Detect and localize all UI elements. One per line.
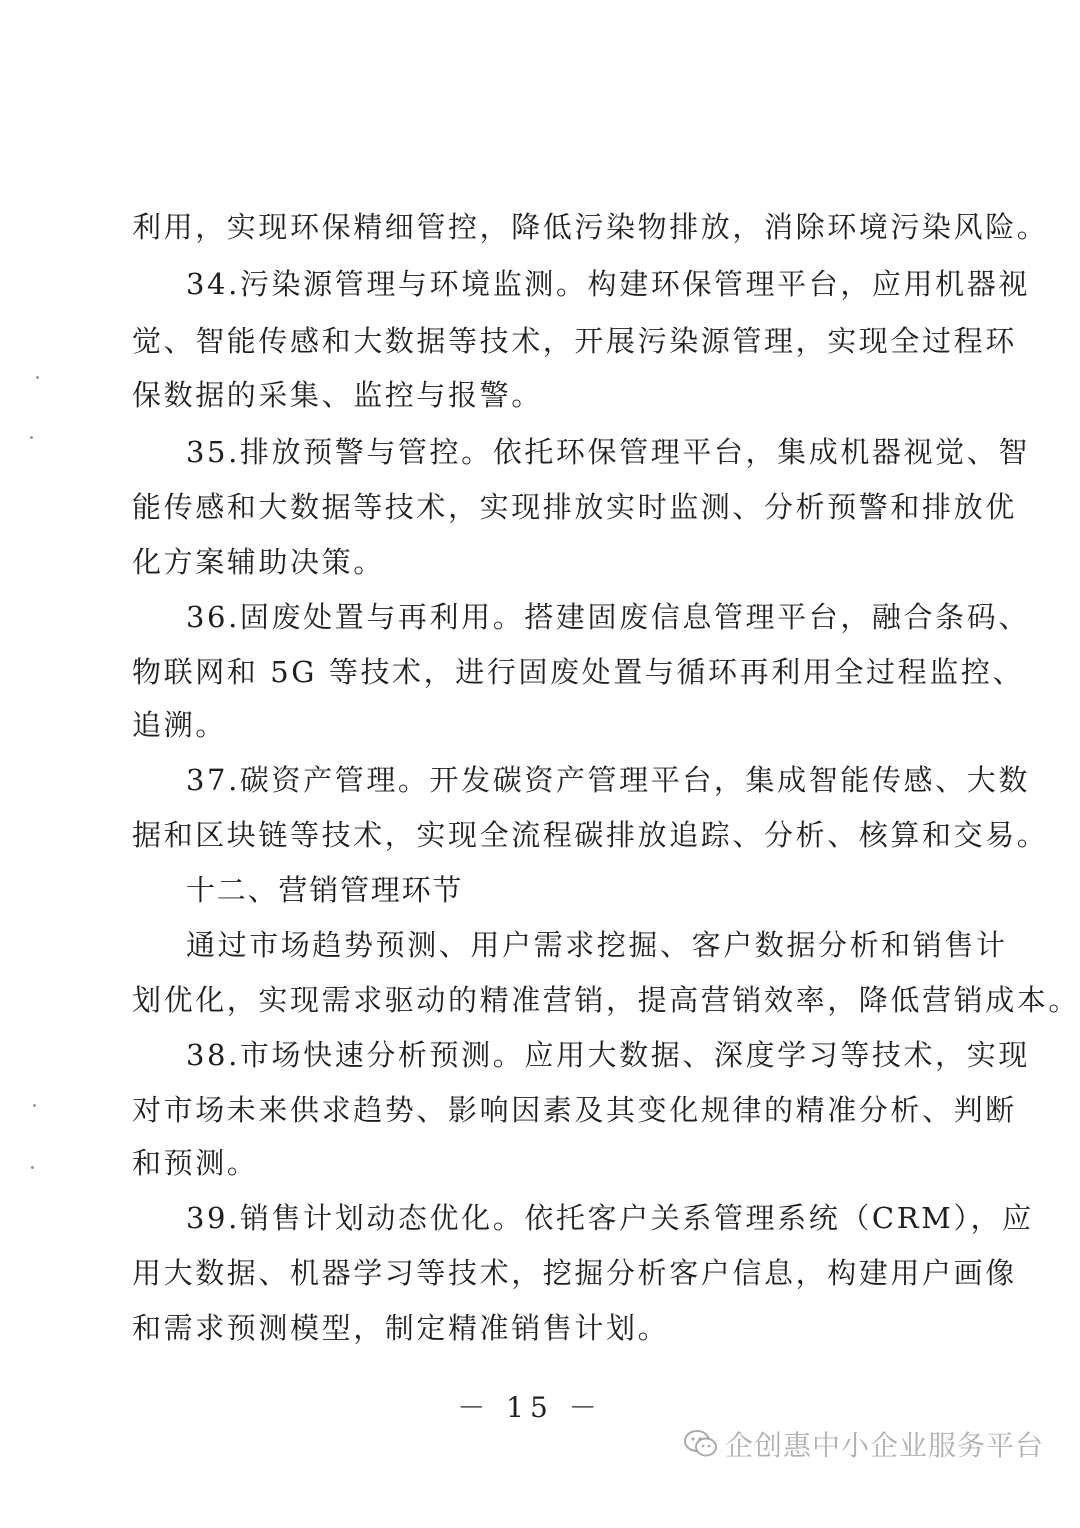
page-number: － 15 － xyxy=(457,1391,603,1424)
text-line: 划优化，实现需求驱动的精准营销，提高营销效率，降低营销成本。 xyxy=(132,983,1080,1017)
text-line: 据和区块链等技术，实现全流程碳排放追踪、分析、核算和交易。 xyxy=(132,818,1049,852)
text-line: 物联网和 5G 等技术，进行固废处置与循环再利用全过程监控、 xyxy=(132,655,1025,689)
text-line: 通过市场趋势预测、用户需求挖掘、客户数据分析和销售计 xyxy=(186,928,1008,962)
item-34-line: 34.污染源管理与环境监测。构建环保管理平台，应用机器视 xyxy=(186,267,1030,301)
scan-speck xyxy=(36,376,39,379)
watermark xyxy=(683,1424,1044,1464)
text-line: 用大数据、机器学习等技术，挖掘分析客户信息，构建用户画像 xyxy=(132,1256,1017,1290)
text-line: 觉、智能传感和大数据等技术，开展污染源管理，实现全过程环 xyxy=(132,324,1017,358)
text-line: 化方案辅助决策。 xyxy=(132,545,385,579)
section-heading: 十二、营销管理环节 xyxy=(186,873,464,907)
watermark-text: 企创惠中小企业服务平台 xyxy=(724,1429,1044,1462)
scan-speck xyxy=(33,1104,36,1107)
text-line: 对市场未来供求趋势、影响因素及其变化规律的精准分析、判断 xyxy=(132,1093,1017,1127)
item-38-line: 38.市场快速分析预测。应用大数据、深度学习等技术，实现 xyxy=(186,1038,1030,1072)
item-35-line: 35.排放预警与管控。依托环保管理平台，集成机器视觉、智 xyxy=(186,435,1030,469)
text-line: 追溯。 xyxy=(132,708,227,742)
item-39-line: 39.销售计划动态优化。依托客户关系管理系统（CRM），应 xyxy=(186,1201,1034,1235)
text-line: 能传感和大数据等技术，实现排放实时监测、分析预警和排放优 xyxy=(132,490,1017,524)
item-36-line: 36.固废处置与再利用。搭建固废信息管理平台，融合条码、 xyxy=(186,600,1030,634)
text-line: 利用，实现环保精细管控，降低污染物排放，消除环境污染风险。 xyxy=(132,210,1049,244)
wechat-icon xyxy=(683,1429,719,1459)
scan-speck xyxy=(31,1166,34,1169)
text-line: 保数据的采集、监控与报警。 xyxy=(132,378,543,412)
text-line: 和需求预测模型，制定精准销售计划。 xyxy=(132,1311,670,1345)
scan-speck xyxy=(30,436,33,439)
text-line: 和预测。 xyxy=(132,1146,259,1180)
item-37-line: 37.碳资产管理。开发碳资产管理平台，集成智能传感、大数 xyxy=(186,763,1030,797)
